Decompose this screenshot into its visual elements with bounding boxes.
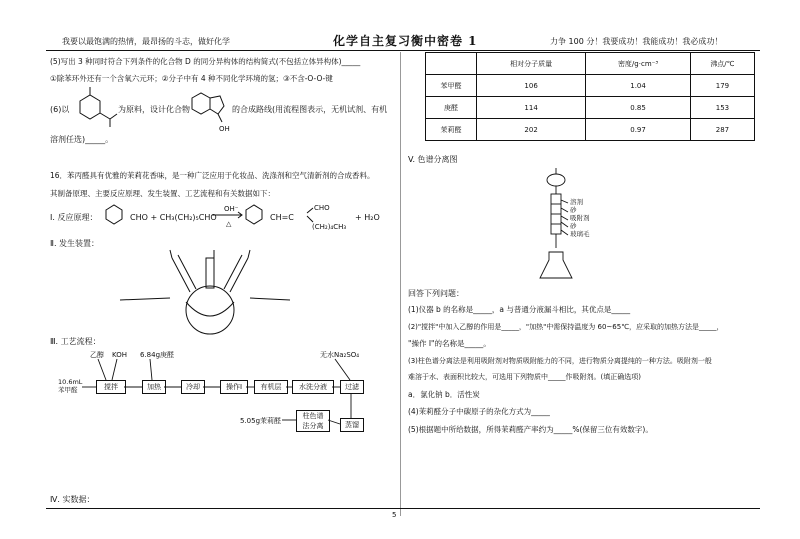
flow-step-wash: 水洗分液 [292,380,334,394]
answer-2b: "操作 I"的名称是_____。 [408,339,491,348]
page-title: 化学自主复习衡中密卷 1 [333,34,478,48]
chrom-labels [570,198,590,238]
answer-2a: (2)"搅拌"中加入乙醇的作用是_____，"加热"中需保持温度为 60~65℃，应采取的加热方法是_____， [408,323,724,331]
q16-intro-1: 16．苯丙醛具有优雅的茉莉花香味，是一种广泛应用于化妆品、洗涤剂和空气清新剂的合成香料。 [50,171,375,180]
section-4-label: Ⅳ. 实数据： [50,495,95,504]
table-cell: 庚醛 [426,97,477,119]
reagent-ethanol: 乙醇 [90,351,104,359]
table-cell: 1.04 [586,75,691,97]
section-1-label: Ⅰ. 反应原理： [50,213,98,222]
equation-right-chain: (CH₂)₄CH₃ [312,223,347,231]
flow-step-cool: 冷却 [181,380,205,394]
q16-intro-2: 其制备原理、主要反应原理、发生装置、工艺流程和有关数据如下： [50,189,275,198]
chrom-label-adsorbent: 吸附剂 [570,214,590,222]
flow-step-operation: 操作I [220,380,248,394]
flow-step-heat: 加热 [142,380,166,394]
reagent-koh: KOH [112,351,127,359]
answer-3a: (3)柱色谱分离法是利用吸附剂对物质吸附能力的不同，进行物质分离提纯的一种方法。吸附剂一般 [408,357,712,365]
chrom-label-sand: 砂 [570,206,577,214]
flow-step-filter: 过滤 [340,380,364,394]
chrom-label-sand-2: 砂 [570,222,577,230]
answer-1: (1)仪器 b 的名称是_____，a 与普通分液漏斗相比，其优点是_____ [408,305,631,314]
flow-product: 5.05g茉莉醛 [240,417,282,425]
chrom-label-glass-wool: 玻璃毛 [570,230,590,238]
answer-3b: 难溶于水、表面积比较大，可选用下列物质中_____作吸附剂。(填正确选项) [408,373,641,381]
oh-label: OH [219,125,230,133]
table-cell: 202 [477,119,586,141]
flow-start: 10.6mL 苯甲醛 [58,378,83,394]
page-number: 5 [392,511,397,519]
table-cell: 106 [477,75,586,97]
answer-3c: a．氯化钠 b．活性炭 [408,390,480,399]
q6-middle: 为原料，设计化合物 [118,105,190,114]
section-3-label: Ⅲ. 工艺流程： [50,337,101,346]
flow-step-column: 柱色谱 法分离 [296,410,330,432]
equation-right-cho: CHO [314,204,330,212]
table-cell: 114 [477,97,586,119]
flow-step-organic: 有机层 [254,380,288,394]
header-motto-right: 力争 100 分！我要成功！我能成功！我必成功！ [550,37,723,46]
q6-suffix: 的合成路线(用流程图表示，无机试剂、有机 [232,105,388,114]
table-header-cell: 相对分子质量 [477,53,586,75]
equation-condition-bottom: △ [226,220,232,228]
table-cell: 153 [690,97,754,119]
table-cell: 179 [690,75,754,97]
equation-water: + H₂O [355,213,380,222]
equation-condition-top: OH⁻ [224,205,239,213]
equation-left: CHO + CH₃(CH₂)₅CHO [130,213,217,222]
q5-line1: (5)写出 3 种同时符合下列条件的化合物 D 的同分异构体的结构简式(不包括立体异构体)_____ [50,57,361,66]
answers-head: 回答下列问题： [408,289,464,298]
answer-5: (5)根据题中所给数据，所得茉莉醛产率约为_____%(保留三位有效数字)。 [408,425,653,434]
chrom-label-solvent: 溶剂 [570,198,583,206]
equation-right-ch: CH=C [270,213,294,222]
table-cell: 苯甲醛 [426,75,477,97]
q6-line2: 溶剂任选)_____。 [50,135,114,144]
header-motto-left: 我要以最饱满的热情，最昂扬的斗志，做好化学 [62,37,230,46]
flow-step-distill: 蒸馏 [340,418,364,432]
table-cell: 0.85 [586,97,691,119]
table-header-cell: 密度/g·cm⁻³ [586,53,691,75]
reagent-heptanal: 6.84g庚醛 [140,351,175,359]
table-cell: 0.97 [586,119,691,141]
section-2-label: Ⅱ. 发生装置： [50,239,100,248]
flow-step-stir: 搅拌 [96,380,126,394]
chrom-title: V. 色谱分离图 [408,155,458,164]
table-header-cell: 沸点/℃ [690,53,754,75]
answer-4: (4)茉莉醛分子中碳原子的杂化方式为_____ [408,407,550,416]
q5-line2: ①除苯环外还有一个含氧六元环；②分子中有 4 种不同化学环境的氢；③不含-O-O-键 [50,74,333,83]
footer-rule [46,508,760,509]
q6-prefix: (6)以 [50,105,70,114]
reagent-sodium-sulfate: 无水Na₂SO₄ [320,351,360,359]
table-cell: 287 [690,119,754,141]
table-cell: 茉莉醛 [426,119,477,141]
